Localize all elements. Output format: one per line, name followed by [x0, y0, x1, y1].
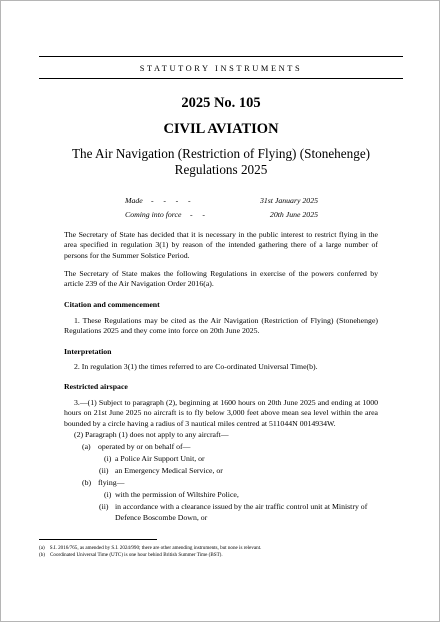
item-b-text: flying— [98, 478, 125, 487]
item-a-i-label: (i) [104, 454, 112, 463]
instrument-subject: CIVIL AVIATION [163, 121, 279, 137]
regulation-3-1-text: 3.—(1) Subject to paragraph (2), beginning at 1600 hours on 20th June 2025 and ending at 1000 hours on 21st June 2025 no aircraft is to fly below 3,000 feet above mean sea level within the area bounded by a circle having a radius of 3 nautical miles centred at 511044N 0014934W. [64, 398, 378, 428]
header-top-rule [39, 56, 403, 57]
item-b-ii-label: (ii) [99, 502, 109, 511]
series-heading: STATUTORY INSTRUMENTS [139, 64, 303, 73]
footnote-b: (b) Coordinated Universal Time (UTC) is one hour behind British Summer Time (BST). [39, 552, 223, 558]
instrument-title [1, 146, 440, 178]
title-line-1: The Air Navigation (Restriction of Flying) (Stonehenge) [71, 146, 371, 161]
footnote-a: (a) S.I. 2016/765, as amended by S.I. 2024/990; there are other amending instruments, but none is relevant. [39, 545, 262, 551]
item-b-i-label: (i) [104, 490, 112, 499]
coming-into-force-label: Coming into force [125, 210, 182, 219]
title-line-2: Regulations 2025 [174, 162, 268, 177]
item-b-label: (b) [82, 478, 92, 487]
citation-heading: Citation and commencement [64, 300, 160, 309]
made-dashes: - - - - [151, 196, 191, 205]
item-b-ii-text-line-2: Defence Boscombe Down, or [115, 513, 208, 522]
preamble-paragraph-1: The Secretary of State has decided that it is necessary in the public interest to restrict flying in the area specified in regulation 3(1) by reason of the intended gathering there of a large number of persons for the Summer Solstice Period. [64, 230, 378, 260]
regulation-1-text: 1. These Regulations may be cited as the Air Navigation (Restriction of Flying) (Stonehenge) Regulations 2025 and they come into force on 20th June 2025. [64, 316, 378, 336]
item-a-label: (a) [82, 442, 91, 451]
coming-into-force-dashes: - - [190, 210, 205, 219]
item-b-ii-text-line-1: in accordance with a clearance issued by the air traffic control unit at Ministry of [115, 502, 368, 511]
item-a-ii-label: (ii) [99, 466, 109, 475]
instrument-number: 2025 No. 105 [181, 95, 261, 111]
coming-into-force-date: 20th June 2025 [269, 210, 318, 219]
header-bottom-rule [39, 78, 403, 79]
item-a-i-text: a Police Air Support Unit, or [115, 454, 205, 463]
item-a-ii-text: an Emergency Medical Service, or [115, 466, 223, 475]
regulation-2-text: 2. In regulation 3(1) the times referred to are Co-ordinated Universal Time(b). [74, 362, 318, 371]
item-a-text: operated by or on behalf of— [98, 442, 191, 451]
preamble-paragraph-2: The Secretary of State makes the following Regulations in exercise of the powers conferred by article 239 of the Air Navigation Order 2016(a). [64, 269, 378, 289]
footnote-rule [39, 539, 157, 540]
made-date: 31st January 2025 [259, 196, 318, 205]
interpretation-heading: Interpretation [64, 347, 112, 356]
item-b-i-text: with the permission of Wiltshire Police, [115, 490, 239, 499]
regulation-3-2-text: (2) Paragraph (1) does not apply to any aircraft— [74, 430, 229, 439]
made-label: Made [125, 196, 143, 205]
restricted-airspace-heading: Restricted airspace [64, 382, 128, 391]
